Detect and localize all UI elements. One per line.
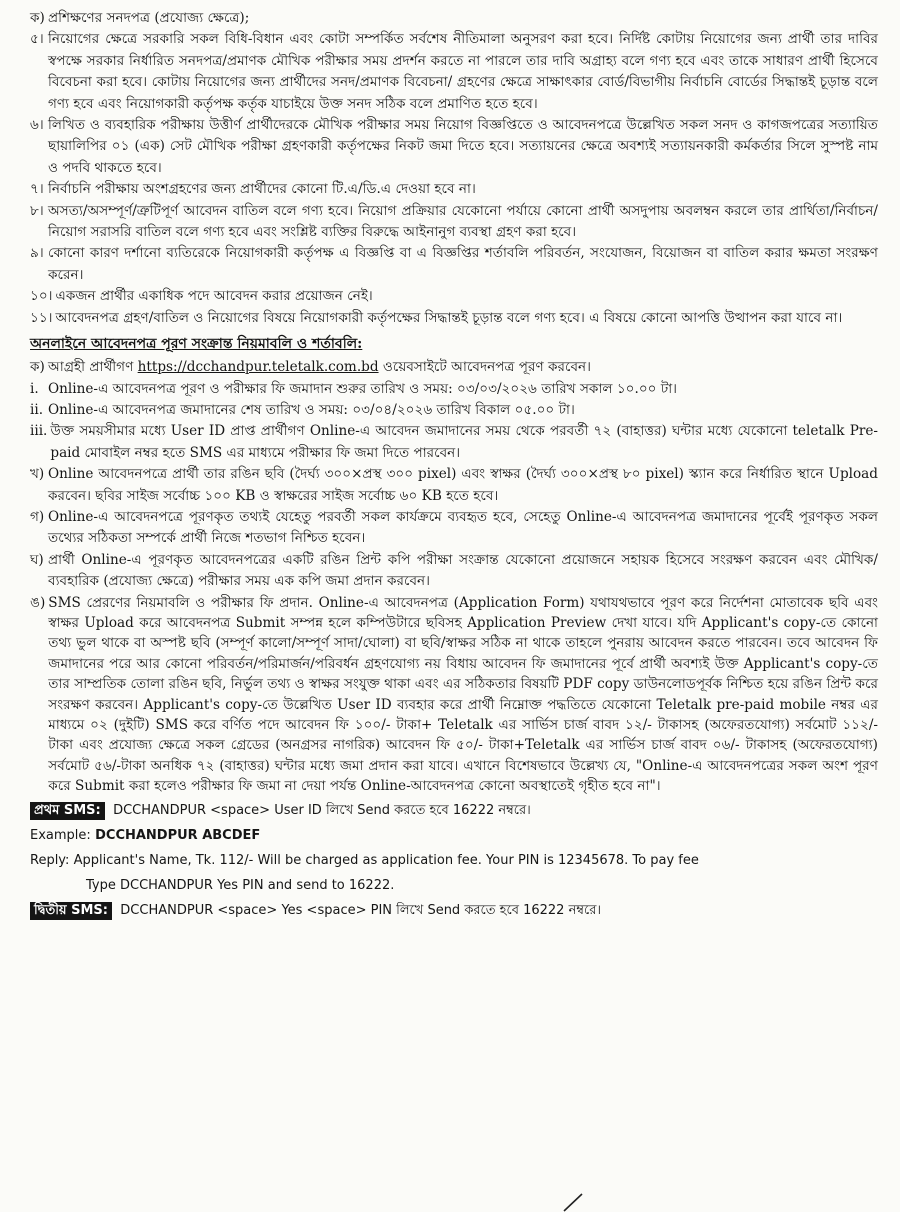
rule-number: ৫। xyxy=(30,31,44,48)
rule-number: ৭। xyxy=(30,181,44,198)
item-text: Online-এ আবেদনপত্রে পূরণকৃত তথ্যই যেহেতু পরবর্তী সকল কার্যক্রমে ব্যবহৃত হবে, সেহেতু Online-এ আবেদনপত্র জমাদানের পূর্বেই পূরণকৃত সকল তথ্যের সঠিকতা সম্পর্কে প্রার্থী নিজে শতভাগ নিশ্চিত হবেন। xyxy=(48,508,878,547)
rule-item xyxy=(30,286,878,307)
rule-number: ৯। xyxy=(30,245,44,262)
item-number: খ) xyxy=(30,466,45,483)
online-item-iii xyxy=(30,421,878,464)
item-text: Online-এ আবেদনপত্র পূরণ ও পরীক্ষার ফি জমাদান শুরুর তারিখ ও সময়: ০৩/০৩/২০২৬ তারিখ সকাল ১০.০০ টা। xyxy=(48,380,678,397)
application-website-link[interactable]: https://dcchandpur.teletalk.com.bd xyxy=(137,359,379,376)
item-number: iii. xyxy=(30,423,48,440)
online-item-ka xyxy=(30,357,878,378)
item-text: আগ্রহী প্রার্থীগণ xyxy=(48,359,134,376)
rule-item xyxy=(30,308,878,329)
example-label: Example: xyxy=(30,827,91,843)
item-text: Online-এ আবেদনপত্র জমাদানের শেষ তারিখ ও সময়: ০৩/০৪/২০২৬ তারিখ বিকাল ০৫.০০ টা। xyxy=(48,401,575,418)
item-number: গ) xyxy=(30,508,45,525)
first-sms-instruction: DCCHANDPUR <space> User ID লিখে Send করতে হবে 16222 নম্বরে। xyxy=(113,802,531,818)
reply-line xyxy=(30,849,878,872)
item-text: Online আবেদনপত্রে প্রার্থী তার রঙিন ছবি (দৈর্ঘ্য ৩০০×প্রস্থ ৩০০ pixel) এবং স্বাক্ষর (দৈর্ঘ্য ৩০০×প্রস্থ ৮০ pixel) স্ক্যান করে নির্ধারিত স্থানে Upload করবেন। ছবির সাইজ সর্বোচ্চ ১০০ KB ও স্বাক্ষরের সাইজ সর্বোচ্চ ৬০ KB হতে হবে। xyxy=(48,466,878,504)
reply-line-continued xyxy=(30,874,878,897)
example-line xyxy=(30,824,878,847)
rule-text: নিয়োগের ক্ষেত্রে সরকারি সকল বিধি-বিধান এবং কোটা সম্পর্কিত সর্বশেষ নীতিমালা অনুসরণ করা হবে। নির্দিষ্ট কোটায় নিয়োগের জন্য প্রার্থী তার দাবির স্বপক্ষে সরকার নির্ধারিত সনদপত্র/প্রমাণক মৌখিক পরীক্ষার সময় প্রদর্শন করতে না পারলে তার দাবি অগ্রাহ্য বলে গণ্য হবে এবং তাকে সাধারণ প্রার্থী হিসেবে বিবেচনা করা হবে। কোটায় নিয়োগের জন্য প্রার্থীদের সনদ/প্রমাণক বিবেচনা/ গ্রহণের ক্ষেত্রে সাক্ষাৎকার বোর্ড/বিভাগীয় নির্বাচনি বোর্ডের সিদ্ধান্তই চূড়ান্ত বলে গণ্য হবে এবং নিয়োগকারী কর্তৃপক্ষ কর্তৃক যাচাইয়ে উক্ত সনদ সঠিক বলে প্রমাণিত হতে হবে। xyxy=(48,31,878,112)
rule-item xyxy=(30,29,878,115)
rule-text: প্রশিক্ষণের সনদপত্র (প্রযোজ্য ক্ষেত্রে); xyxy=(48,10,250,26)
item-number: ঙ) xyxy=(30,594,46,611)
rule-number: ক) xyxy=(30,10,45,26)
first-sms-line xyxy=(30,799,878,822)
rule-number: ৮। xyxy=(30,202,44,219)
item-text: SMS প্রেরণের নিয়মাবলি ও পরীক্ষার ফি প্রদান. Online-এ আবেদনপত্র (Application Form) যথাযথভাবে পূরণ করে নির্দেশনা মোতাবেক ছবি এবং স্বাক্ষর Upload করে আবেদনপত্র Submit সম্পন্ন হলে কম্পিউটারে ছবিসহ Application Preview দেখা যাবে। যদি Applicant's copy-তে কোনো তথ্য ভুল থাকে বা অস্পষ্ট ছবি (সম্পূর্ণ কালো/সম্পূর্ণ সাদা/ঘোলা) বা ছবি/স্বাক্ষর সঠিক না থাকে তাহলে পুনরায় আবেদন করতে পারবেন। তবে আবেদন ফি জমাদানের পরে আর কোনো পরিবর্তন/পরিমার্জন/পরিবর্ধন গ্রহণযোগ্য নয় বিধায় আবেদন ফি জমাদানের পূর্বে প্রার্থী অবশ্যই উক্ত Applicant's copy-তে তার সাম্প্রতিক তোলা রঙিন ছবি, নির্ভুল তথ্য ও স্বাক্ষর সংযুক্ত থাকা এবং এর সঠিকতার বিষয়টি PDF copy ডাউনলোডপূর্বক নিশ্চিত হয়ে রঙিন প্রিন্ট করে সংরক্ষণ করবেন। Applicant's copy-তে উল্লেখিত User ID ব্যবহার করে প্রার্থী নিম্নোক্ত পদ্ধতিতে যেকোনো Teletalk pre-paid mobile নম্বর এর মাধ্যমে ০২ (দুইটি) SMS করে বর্ণিত পদে আবেদন ফি ১০০/- টাকা+ Teletalk এর সার্ভিস চার্জ বাবদ ১২/- টাকাসহ (অফেরতযোগ্য) সর্বমোট ১১২/- টাকা এবং প্রযোজ্য ক্ষেত্রে সকল গ্রেডের (অনগ্রসর নাগরিক) আবেদন ফি ৫০/- টাকা+Teletalk এর সার্ভিস চার্জ বাবদ ০৬/- টাকাসহ (অফেরতযোগ্য) সর্বমোট ৫৬/-টাকা অনধিক ৭২ (বাহাত্তর) ঘন্টার মধ্যে জমা প্রদান করা যাবে। এখানে বিশেষভাবে উল্লেখ্য যে, "Online-এ আবেদনপত্রের সকল অংশ পূরণ করে Submit করা হলেও পরীক্ষার ফি জমা না দেয়া পর্যন্ত Online-আবেদনপত্র কোনো অবস্থাতেই গৃহীত হবে না"। xyxy=(48,594,878,795)
rule-text: লিখিত ও ব্যবহারিক পরীক্ষায় উত্তীর্ণ প্রার্থীদেরকে মৌখিক পরীক্ষার সময় নিয়োগ বিজ্ঞপ্তিতে ও আবেদনপত্রে উল্লেখিত সকল সনদ ও কাগজপত্রের সত্যায়িত ছায়ালিপির ০১ (এক) সেট মৌখিক পরীক্ষা গ্রহণকারী কর্তৃপক্ষের নিকট জমা দিতে হবে। সত্যায়নের ক্ষেত্রে অবশ্যই সত্যায়নকারী কর্মকর্তার সিলে সুস্পষ্ট নাম ও পদবি থাকতে হবে। xyxy=(48,117,878,176)
rule-text: একজন প্রার্থীর একাধিক পদে আবেদন করার প্রয়োজন নেই। xyxy=(55,288,373,305)
rule-number: ৬। xyxy=(30,117,44,134)
reply-text: Type DCCHANDPUR Yes PIN and send to 16222. xyxy=(86,877,395,893)
rule-text: অসত্য/অসম্পূর্ণ/ত্রুটিপূর্ণ আবেদন বাতিল বলে গণ্য হবে। নিয়োগ প্রক্রিয়ার যেকোনো পর্যায়ে কোনো প্রার্থী অসদুপায় অবলম্বন করলে তার প্রার্থিতা/নির্বাচন/নিয়োগ সরাসরি বাতিল বলে গণ্য হবে এবং সংশ্লিষ্ট ব্যক্তির বিরুদ্ধে আইনানুগ ব্যবস্থা গ্রহণ করা হবে। xyxy=(48,202,878,241)
online-item-kha xyxy=(30,464,878,507)
second-sms-instruction: DCCHANDPUR <space> Yes <space> PIN লিখে Send করতে হবে 16222 নম্বরে। xyxy=(120,902,602,918)
second-sms-tag: দ্বিতীয় SMS: xyxy=(30,902,112,920)
online-item-umo xyxy=(30,593,878,797)
online-item-ii xyxy=(30,400,878,421)
item-text: উক্ত সময়সীমার মধ্যে User ID প্রাপ্ত প্রার্থীগণ Online-এ আবেদন জমাদানের সময় থেকে পরবর্তী ৭২ (বাহাত্তর) ঘন্টার মধ্যে যেকোনো teletalk Pre-paid মোবাইল নম্বর হতে SMS এর মাধ্যমে পরীক্ষার ফি জমা দিতে পারবেন। xyxy=(50,423,878,461)
first-sms-tag: প্রথম SMS: xyxy=(30,802,105,820)
online-item-i xyxy=(30,379,878,400)
pen-mark xyxy=(560,1186,600,1212)
item-number: ii. xyxy=(30,401,44,418)
rule-item xyxy=(30,179,878,200)
online-item-ga xyxy=(30,507,878,550)
rule-number: ১০। xyxy=(30,288,53,305)
rule-text: নির্বাচনি পরীক্ষায় অংশগ্রহণের জন্য প্রার্থীদের কোনো টি.এ/ডি.এ দেওয়া হবে না। xyxy=(48,181,476,198)
item-text: ওয়েবসাইটে আবেদনপত্র পূরণ করবেন। xyxy=(382,359,592,376)
rule-item xyxy=(30,115,878,179)
item-number: ঘ) xyxy=(30,551,44,568)
item-number: i. xyxy=(30,380,39,397)
rule-text: আবেদনপত্র গ্রহণ/বাতিল ও নিয়োগের বিষয়ে নিয়োগকারী কর্তৃপক্ষের সিদ্ধান্তই চূড়ান্ত বলে গণ্য হবে। এ বিষয়ে কোনো আপত্তি উত্থাপন করা যাবে না। xyxy=(55,309,843,326)
rule-item xyxy=(30,8,878,29)
rule-number: ১১। xyxy=(30,309,53,326)
reply-text: Reply: Applicant's Name, Tk. 112/- Will be charged as application fee. Your PIN is 12345678. To pay fee xyxy=(30,852,699,868)
rule-item xyxy=(30,243,878,286)
online-item-gha xyxy=(30,550,878,593)
rule-item xyxy=(30,201,878,244)
online-section-heading: অনলাইনে আবেদনপত্র পূরণ সংক্রান্ত নিয়মাবলি ও শর্তাবলি: xyxy=(30,336,363,353)
example-value: DCCHANDPUR ABCDEF xyxy=(95,827,261,843)
item-text: প্রার্থী Online-এ পূরণকৃত আবেদনপত্রের একটি রঙিন প্রিন্ট কপি পরীক্ষা সংক্রান্ত যেকোনো প্রয়োজনে সহায়ক হিসেবে সংরক্ষণ করবেন এবং মৌখিক/ব্যবহারিক (প্রযোজ্য ক্ষেত্রে) পরীক্ষার সময় এক কপি জমা প্রদান করবেন। xyxy=(48,551,878,590)
item-number: ক) xyxy=(30,359,45,376)
rule-text: কোনো কারণ দর্শানো ব্যতিরেকে নিয়োগকারী কর্তৃপক্ষ এ বিজ্ঞপ্তি বা এ বিজ্ঞপ্তির শর্তাবলি পরিবর্তন, সংযোজন, বিয়োজন বা বাতিল করার ক্ষমতা সংরক্ষণ করেন। xyxy=(48,245,878,283)
second-sms-line xyxy=(30,899,878,922)
